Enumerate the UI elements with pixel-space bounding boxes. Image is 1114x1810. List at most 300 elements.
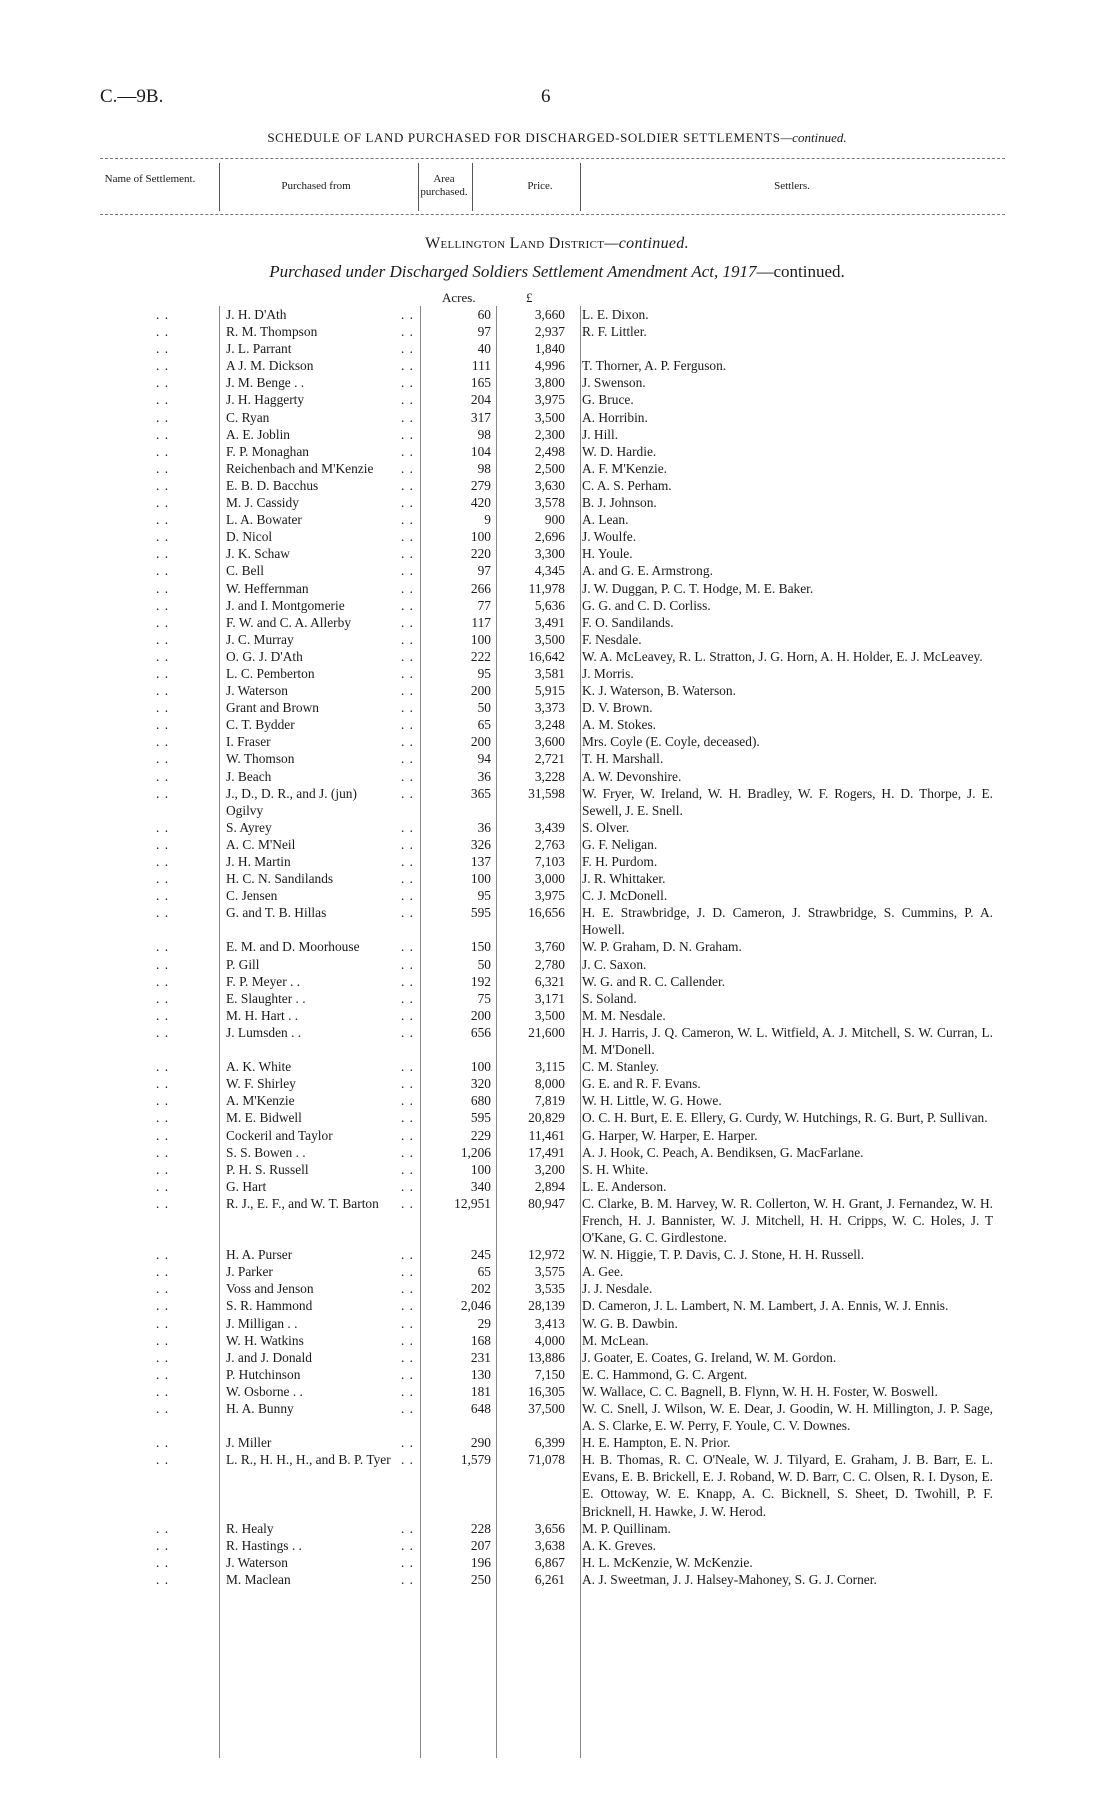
row-dots: . .	[156, 1247, 170, 1263]
purchased-from-text: M. H. Hart . .	[226, 1007, 299, 1023]
purchased-from-text: C. Jensen	[226, 888, 278, 904]
purchased-from	[226, 614, 422, 631]
purchased-from	[226, 1280, 422, 1297]
area-purchased: 60	[477, 307, 491, 322]
settlers: Mrs. Coyle (E. Coyle, deceased).	[582, 734, 760, 750]
table-row	[0, 357, 1114, 374]
col-header-sep-4	[580, 163, 581, 211]
price: 71,078	[528, 1452, 565, 1468]
area-purchased: 95	[477, 888, 491, 904]
price: 3,578	[534, 495, 565, 511]
purchased-from-text: D. Nicol	[226, 529, 273, 545]
price: 3,373	[534, 700, 565, 716]
row-dots: . .	[156, 939, 170, 955]
row-dots: . .	[156, 1383, 170, 1399]
price: 16,305	[528, 1383, 565, 1399]
purchased-from	[226, 665, 422, 682]
table-row	[0, 785, 1114, 819]
purchased-from-text: J. C. Murray	[226, 631, 294, 647]
row-dots: . .	[156, 460, 170, 476]
row-dots: . .	[156, 1024, 170, 1040]
purchased-from	[226, 733, 422, 750]
col-header-settlers: Settlers.	[774, 180, 810, 192]
leader-dots: . .	[400, 973, 414, 989]
purchased-from	[226, 1178, 422, 1195]
row-dots: . .	[156, 905, 170, 921]
purchased-from-text: R. M. Thompson	[226, 324, 318, 340]
area-purchased: 656	[470, 1024, 491, 1040]
table-row	[0, 768, 1114, 785]
leader-dots: . .	[400, 1247, 414, 1263]
leader-dots: . .	[400, 751, 414, 767]
price: 2,721	[534, 751, 565, 767]
leader-dots: . .	[400, 1281, 414, 1297]
price: 3,200	[534, 1161, 565, 1177]
row-dots: . .	[156, 1144, 170, 1160]
leader-dots: . .	[400, 529, 414, 545]
row-dots: . .	[156, 768, 170, 784]
table-row	[0, 938, 1114, 955]
settlers: F. O. Sandilands.	[582, 614, 674, 630]
purchased-from-text: A J. M. Dickson	[226, 358, 314, 374]
area-purchased: 117	[471, 614, 491, 630]
price: 2,696	[534, 529, 565, 545]
row-dots: . .	[156, 1195, 170, 1211]
purchased-from-text: J. Lumsden . .	[226, 1024, 302, 1040]
price: 6,321	[534, 973, 565, 989]
settlers: C. A. S. Perham.	[582, 477, 672, 493]
purchased-from	[226, 750, 422, 767]
purchased-from-text: J. L. Parrant	[226, 341, 292, 357]
table-row	[0, 956, 1114, 973]
purchased-from	[226, 768, 422, 785]
row-dots: . .	[156, 1554, 170, 1570]
purchased-from	[226, 580, 422, 597]
row-dots: . .	[156, 1435, 170, 1451]
leader-dots: . .	[400, 495, 414, 511]
table-row	[0, 1144, 1114, 1161]
table-row	[0, 477, 1114, 494]
price: 6,261	[534, 1571, 565, 1587]
row-dots: . .	[156, 785, 170, 801]
purchased-from-text: L. R., H. H., H., and B. P. Tyer	[226, 1452, 391, 1468]
purchased-from-text: H. A. Purser	[226, 1247, 293, 1263]
price: 2,894	[534, 1178, 565, 1194]
table-row	[0, 1383, 1114, 1400]
district-name: Wellington Land District	[425, 235, 605, 252]
table-row	[0, 1127, 1114, 1144]
table-row	[0, 426, 1114, 443]
price: 31,598	[528, 785, 565, 801]
row-dots: . .	[156, 1110, 170, 1126]
leader-dots: . .	[400, 1349, 414, 1365]
row-dots: . .	[156, 1315, 170, 1331]
purchased-from-text: J. H. D'Ath	[226, 307, 287, 322]
purchased-from	[226, 682, 422, 699]
leader-dots: . .	[400, 1520, 414, 1536]
leader-dots: . .	[400, 375, 414, 391]
leader-dots: . .	[400, 1093, 414, 1109]
leader-dots: . .	[400, 854, 414, 869]
price: 3,171	[534, 990, 565, 1006]
leader-dots: . .	[400, 460, 414, 476]
area-purchased: 231	[470, 1349, 491, 1365]
area-purchased: 98	[477, 460, 491, 476]
leader-dots: . .	[400, 734, 414, 750]
settlers: W. D. Hardie.	[582, 443, 657, 459]
purchased-from-text: Grant and Brown	[226, 700, 319, 716]
row-dots: . .	[156, 665, 170, 681]
purchased-from-text: S. Ayrey	[226, 819, 272, 835]
purchased-from	[226, 1246, 422, 1263]
row-dots: . .	[156, 529, 170, 545]
row-dots: . .	[156, 888, 170, 904]
settlers: G. Bruce.	[582, 392, 634, 408]
area-purchased: 192	[470, 973, 491, 989]
area-purchased: 65	[477, 717, 491, 733]
purchased-from-text: H. C. N. Sandilands	[226, 871, 334, 887]
price: 80,947	[528, 1195, 565, 1211]
purchased-from	[226, 340, 422, 357]
col-header-sep-1	[219, 163, 220, 211]
schedule-rows	[0, 306, 1114, 1588]
row-dots: . .	[156, 495, 170, 511]
row-dots: . .	[156, 956, 170, 972]
table-row	[0, 1537, 1114, 1554]
area-purchased: 40	[477, 341, 491, 357]
purchased-from	[226, 1075, 422, 1092]
price: 7,819	[534, 1093, 565, 1109]
leader-dots: . .	[400, 1435, 414, 1451]
purchased-from-text: M. Maclean	[226, 1571, 291, 1587]
price: 2,763	[534, 836, 565, 852]
purchased-from	[226, 1451, 422, 1519]
purchased-from	[226, 426, 422, 443]
leader-dots: . .	[400, 597, 414, 613]
purchased-from	[226, 477, 422, 494]
price: 11,461	[528, 1127, 565, 1143]
settlers: A. J. Sweetman, J. J. Halsey-Mahoney, S. G. J. Corner.	[582, 1571, 877, 1587]
purchased-from-text: W. F. Shirley	[226, 1076, 296, 1092]
price: 4,000	[534, 1332, 565, 1348]
settlers: J. Swenson.	[582, 375, 646, 391]
purchased-from-text: C. Bell	[226, 563, 264, 579]
area-purchased: 100	[470, 871, 491, 887]
table-row	[0, 1520, 1114, 1537]
area-purchased: 95	[477, 665, 491, 681]
table-row	[0, 750, 1114, 767]
row-dots: . .	[156, 1571, 170, 1587]
settlers: D. Cameron, J. L. Lambert, N. M. Lambert, J. A. Ennis, W. J. Ennis.	[582, 1298, 949, 1314]
purchased-from-text: E. Slaughter . .	[226, 990, 306, 1006]
price: 4,996	[534, 358, 565, 374]
row-dots: . .	[156, 751, 170, 767]
leader-dots: . .	[400, 871, 414, 887]
row-dots: . .	[156, 614, 170, 630]
purchased-from-text: L. C. Pemberton	[226, 665, 315, 681]
settlers: J. C. Saxon.	[582, 956, 647, 972]
area-purchased: 228	[470, 1520, 491, 1536]
row-dots: . .	[156, 819, 170, 835]
leader-dots: . .	[400, 392, 414, 408]
settlers: S. Olver.	[582, 819, 630, 835]
row-dots: . .	[156, 631, 170, 647]
leader-dots: . .	[400, 648, 414, 664]
settlers: A. W. Devonshire.	[582, 768, 682, 784]
settlers: W. P. Graham, D. N. Graham.	[582, 939, 742, 955]
row-dots: . .	[156, 1127, 170, 1143]
price: 3,500	[534, 1007, 565, 1023]
settlers: J. Goater, E. Coates, G. Ireland, W. M. Gordon.	[582, 1349, 837, 1365]
table-row	[0, 306, 1114, 323]
table-row	[0, 870, 1114, 887]
area-purchased: 94	[477, 751, 491, 767]
table-row	[0, 682, 1114, 699]
leader-dots: . .	[400, 956, 414, 972]
price: 3,760	[534, 939, 565, 955]
price: 2,780	[534, 956, 565, 972]
purchased-from-text: J. Milligan . .	[226, 1315, 298, 1331]
purchased-from	[226, 511, 422, 528]
area-purchased: 98	[477, 426, 491, 442]
purchased-from-text: G. Hart	[226, 1178, 267, 1194]
purchased-from	[226, 374, 422, 391]
col-header-price: Price.	[527, 180, 553, 192]
settlers: J. Morris.	[582, 665, 634, 681]
leader-dots: . .	[400, 1110, 414, 1126]
leader-dots: . .	[400, 1366, 414, 1382]
row-dots: . .	[156, 1281, 170, 1297]
price: 3,975	[534, 392, 565, 408]
row-dots: . .	[156, 700, 170, 716]
purchased-from-text: F. W. and C. A. Allerby	[226, 614, 352, 630]
leader-dots: . .	[400, 836, 414, 852]
table-row	[0, 836, 1114, 853]
table-row	[0, 904, 1114, 938]
page-code: C.—9B.	[100, 86, 164, 107]
area-purchased: 181	[470, 1383, 491, 1399]
area-purchased: 1,206	[460, 1144, 491, 1160]
price: 2,937	[534, 324, 565, 340]
settlers: B. J. Johnson.	[582, 495, 657, 511]
table-row	[0, 340, 1114, 357]
purchased-from	[226, 1058, 422, 1075]
table-row	[0, 1332, 1114, 1349]
settlers: W. Wallace, C. C. Bagnell, B. Flynn, W. H. H. Foster, W. Boswell.	[582, 1383, 938, 1399]
area-purchased: 50	[477, 700, 491, 716]
area-purchased: 12,951	[454, 1195, 491, 1211]
purchased-from-text: E. M. and D. Moorhouse	[226, 939, 360, 955]
purchased-from-text: R. J., E. F., and W. T. Barton	[226, 1195, 379, 1211]
settlers: A. K. Greves.	[582, 1537, 657, 1553]
purchased-from-text: R. Hastings . .	[226, 1537, 302, 1553]
leader-dots: . .	[400, 1315, 414, 1331]
purchased-from-text: Reichenbach and M'Kenzie	[226, 460, 374, 476]
row-dots: . .	[156, 409, 170, 425]
area-purchased: 250	[470, 1571, 491, 1587]
leader-dots: . .	[400, 477, 414, 493]
table-row	[0, 648, 1114, 665]
leader-dots: . .	[400, 1332, 414, 1348]
table-row	[0, 1178, 1114, 1195]
settlers: J. J. Nesdale.	[582, 1281, 653, 1297]
settlers: F. Nesdale.	[582, 631, 642, 647]
price: 3,500	[534, 409, 565, 425]
purchased-from-text: J. Beach	[226, 768, 272, 784]
row-dots: . .	[156, 648, 170, 664]
district-heading	[0, 235, 1114, 253]
table-row	[0, 1451, 1114, 1519]
area-purchased: 2,046	[460, 1298, 491, 1314]
table-row	[0, 973, 1114, 990]
area-purchased: 65	[477, 1264, 491, 1280]
leader-dots: . .	[400, 768, 414, 784]
row-dots: . .	[156, 1161, 170, 1177]
price: 3,000	[534, 871, 565, 887]
purchased-from-text: C. T. Bydder	[226, 717, 295, 733]
table-row	[0, 460, 1114, 477]
purchased-from-text: J. Waterson	[226, 1554, 288, 1570]
area-purchased: 36	[477, 768, 491, 784]
schedule-title-suffix: —continued.	[780, 130, 847, 145]
table-row	[0, 545, 1114, 562]
purchased-from-text: A. M'Kenzie	[226, 1093, 295, 1109]
leader-dots: . .	[400, 905, 414, 921]
leader-dots: . .	[400, 341, 414, 357]
purchased-from-text: J. Waterson	[226, 683, 288, 699]
purchased-from	[226, 1571, 422, 1588]
leader-dots: . .	[400, 939, 414, 955]
row-dots: . .	[156, 734, 170, 750]
purchased-from-text: J. H. Martin	[226, 854, 291, 869]
table-row	[0, 614, 1114, 631]
price: 3,975	[534, 888, 565, 904]
table-row	[0, 1315, 1114, 1332]
settlers	[569, 340, 993, 357]
settlers: G. F. Neligan.	[582, 836, 658, 852]
table-row	[0, 391, 1114, 408]
area-purchased: 680	[470, 1093, 491, 1109]
leader-dots: . .	[400, 717, 414, 733]
purchased-from	[226, 1332, 422, 1349]
purchased-from	[226, 1092, 422, 1109]
settlers: A. J. Hook, C. Peach, A. Bendiksen, G. MacFarlane.	[582, 1144, 864, 1160]
leader-dots: . .	[400, 700, 414, 716]
settlers: A. and G. E. Armstrong.	[582, 563, 713, 579]
leader-dots: . .	[400, 1554, 414, 1570]
area-purchased: 100	[470, 1161, 491, 1177]
page-number: 6	[541, 86, 551, 107]
settlers: L. E. Dixon.	[582, 307, 649, 322]
table-row	[0, 1109, 1114, 1126]
purchased-from	[226, 494, 422, 511]
area-purchased: 420	[470, 495, 491, 511]
purchased-from	[226, 631, 422, 648]
col-header-area: Area purchased.	[420, 173, 468, 198]
table-row	[0, 374, 1114, 391]
row-dots: . .	[156, 1349, 170, 1365]
purchased-from	[226, 1007, 422, 1024]
settlers: W. G. B. Dawbin.	[582, 1315, 678, 1331]
row-dots: . .	[156, 1093, 170, 1109]
col-header-sep-3	[472, 163, 473, 211]
leader-dots: . .	[400, 1007, 414, 1023]
purchased-from	[226, 785, 422, 819]
act-suffix: —continued.	[756, 262, 845, 281]
settlers: H. E. Strawbridge, J. D. Cameron, J. Strawbridge, S. Cummins, P. A. Howell.	[582, 905, 993, 938]
row-dots: . .	[156, 546, 170, 562]
settlers: W. A. McLeavey, R. L. Stratton, J. G. Horn, A. H. Holder, E. J. McLeavey.	[582, 648, 983, 664]
table-row	[0, 631, 1114, 648]
settlers: A. Lean.	[582, 512, 629, 528]
purchased-from-text: J. M. Benge . .	[226, 375, 305, 391]
purchased-from	[226, 1109, 422, 1126]
table-row	[0, 1058, 1114, 1075]
area-purchased: 100	[470, 631, 491, 647]
price: 3,413	[534, 1315, 565, 1331]
price: 5,636	[534, 597, 565, 613]
price: 2,500	[534, 460, 565, 476]
area-purchased: 290	[470, 1435, 491, 1451]
settlers: H. J. Harris, J. Q. Cameron, W. L. Witfield, A. J. Mitchell, S. W. Curran, L. M. M'Donell.	[582, 1024, 993, 1058]
leader-dots: . .	[400, 324, 414, 340]
purchased-from-text: P. Gill	[226, 956, 260, 972]
table-row	[0, 494, 1114, 511]
purchased-from	[226, 1127, 422, 1144]
area-purchased: 97	[477, 324, 491, 340]
purchased-from-text: R. Healy	[226, 1520, 274, 1536]
purchased-from-text: W. Thomson	[226, 751, 295, 767]
table-row	[0, 562, 1114, 579]
leader-dots: . .	[400, 1537, 414, 1553]
settlers: H. B. Thomas, R. C. O'Neale, W. J. Tilyard, E. Graham, J. B. Barr, E. L. Evans, E. B. Brickell, E. J. Roband, W. D. Barr, C. C. Olsen, R. I. Dyson, E. E. Ottoway, W. E. Knapp, A. C. Bicknell, S. Sheet, D. Twohill, P. F. Bricknell, H. Hawke, J. W. Herod.	[582, 1452, 993, 1519]
table-row	[0, 853, 1114, 870]
row-dots: . .	[156, 563, 170, 579]
table-row	[0, 733, 1114, 750]
purchased-from	[226, 870, 422, 887]
purchased-from	[226, 1383, 422, 1400]
price: 7,150	[534, 1366, 565, 1382]
row-dots: . .	[156, 1401, 170, 1416]
purchased-from-text: M. J. Cassidy	[226, 495, 299, 511]
leader-dots: . .	[400, 1161, 414, 1177]
purchased-from-text: J. K. Schaw	[226, 546, 290, 562]
settlers: A. Horribin.	[582, 409, 648, 425]
row-dots: . .	[156, 307, 170, 322]
price: 5,915	[534, 683, 565, 699]
leader-dots: . .	[400, 990, 414, 1006]
leader-dots: . .	[400, 546, 414, 562]
schedule-title	[0, 130, 1114, 146]
settlers: E. C. Hammond, G. C. Argent.	[582, 1366, 748, 1382]
purchased-from	[226, 1195, 422, 1246]
purchased-from	[226, 1537, 422, 1554]
purchased-from	[226, 1315, 422, 1332]
settlers: D. V. Brown.	[582, 700, 653, 716]
leader-dots: . .	[400, 614, 414, 630]
leader-dots: . .	[400, 358, 414, 374]
leader-dots: . .	[400, 1264, 414, 1280]
price: 20,829	[528, 1110, 565, 1126]
purchased-from	[226, 716, 422, 733]
settlers: T. Thorner, A. P. Ferguson.	[582, 358, 727, 374]
leader-dots: . .	[400, 1298, 414, 1314]
purchased-from	[226, 1400, 422, 1434]
row-dots: . .	[156, 392, 170, 408]
purchased-from	[226, 1263, 422, 1280]
row-dots: . .	[156, 836, 170, 852]
purchased-from-text: M. E. Bidwell	[226, 1110, 302, 1126]
